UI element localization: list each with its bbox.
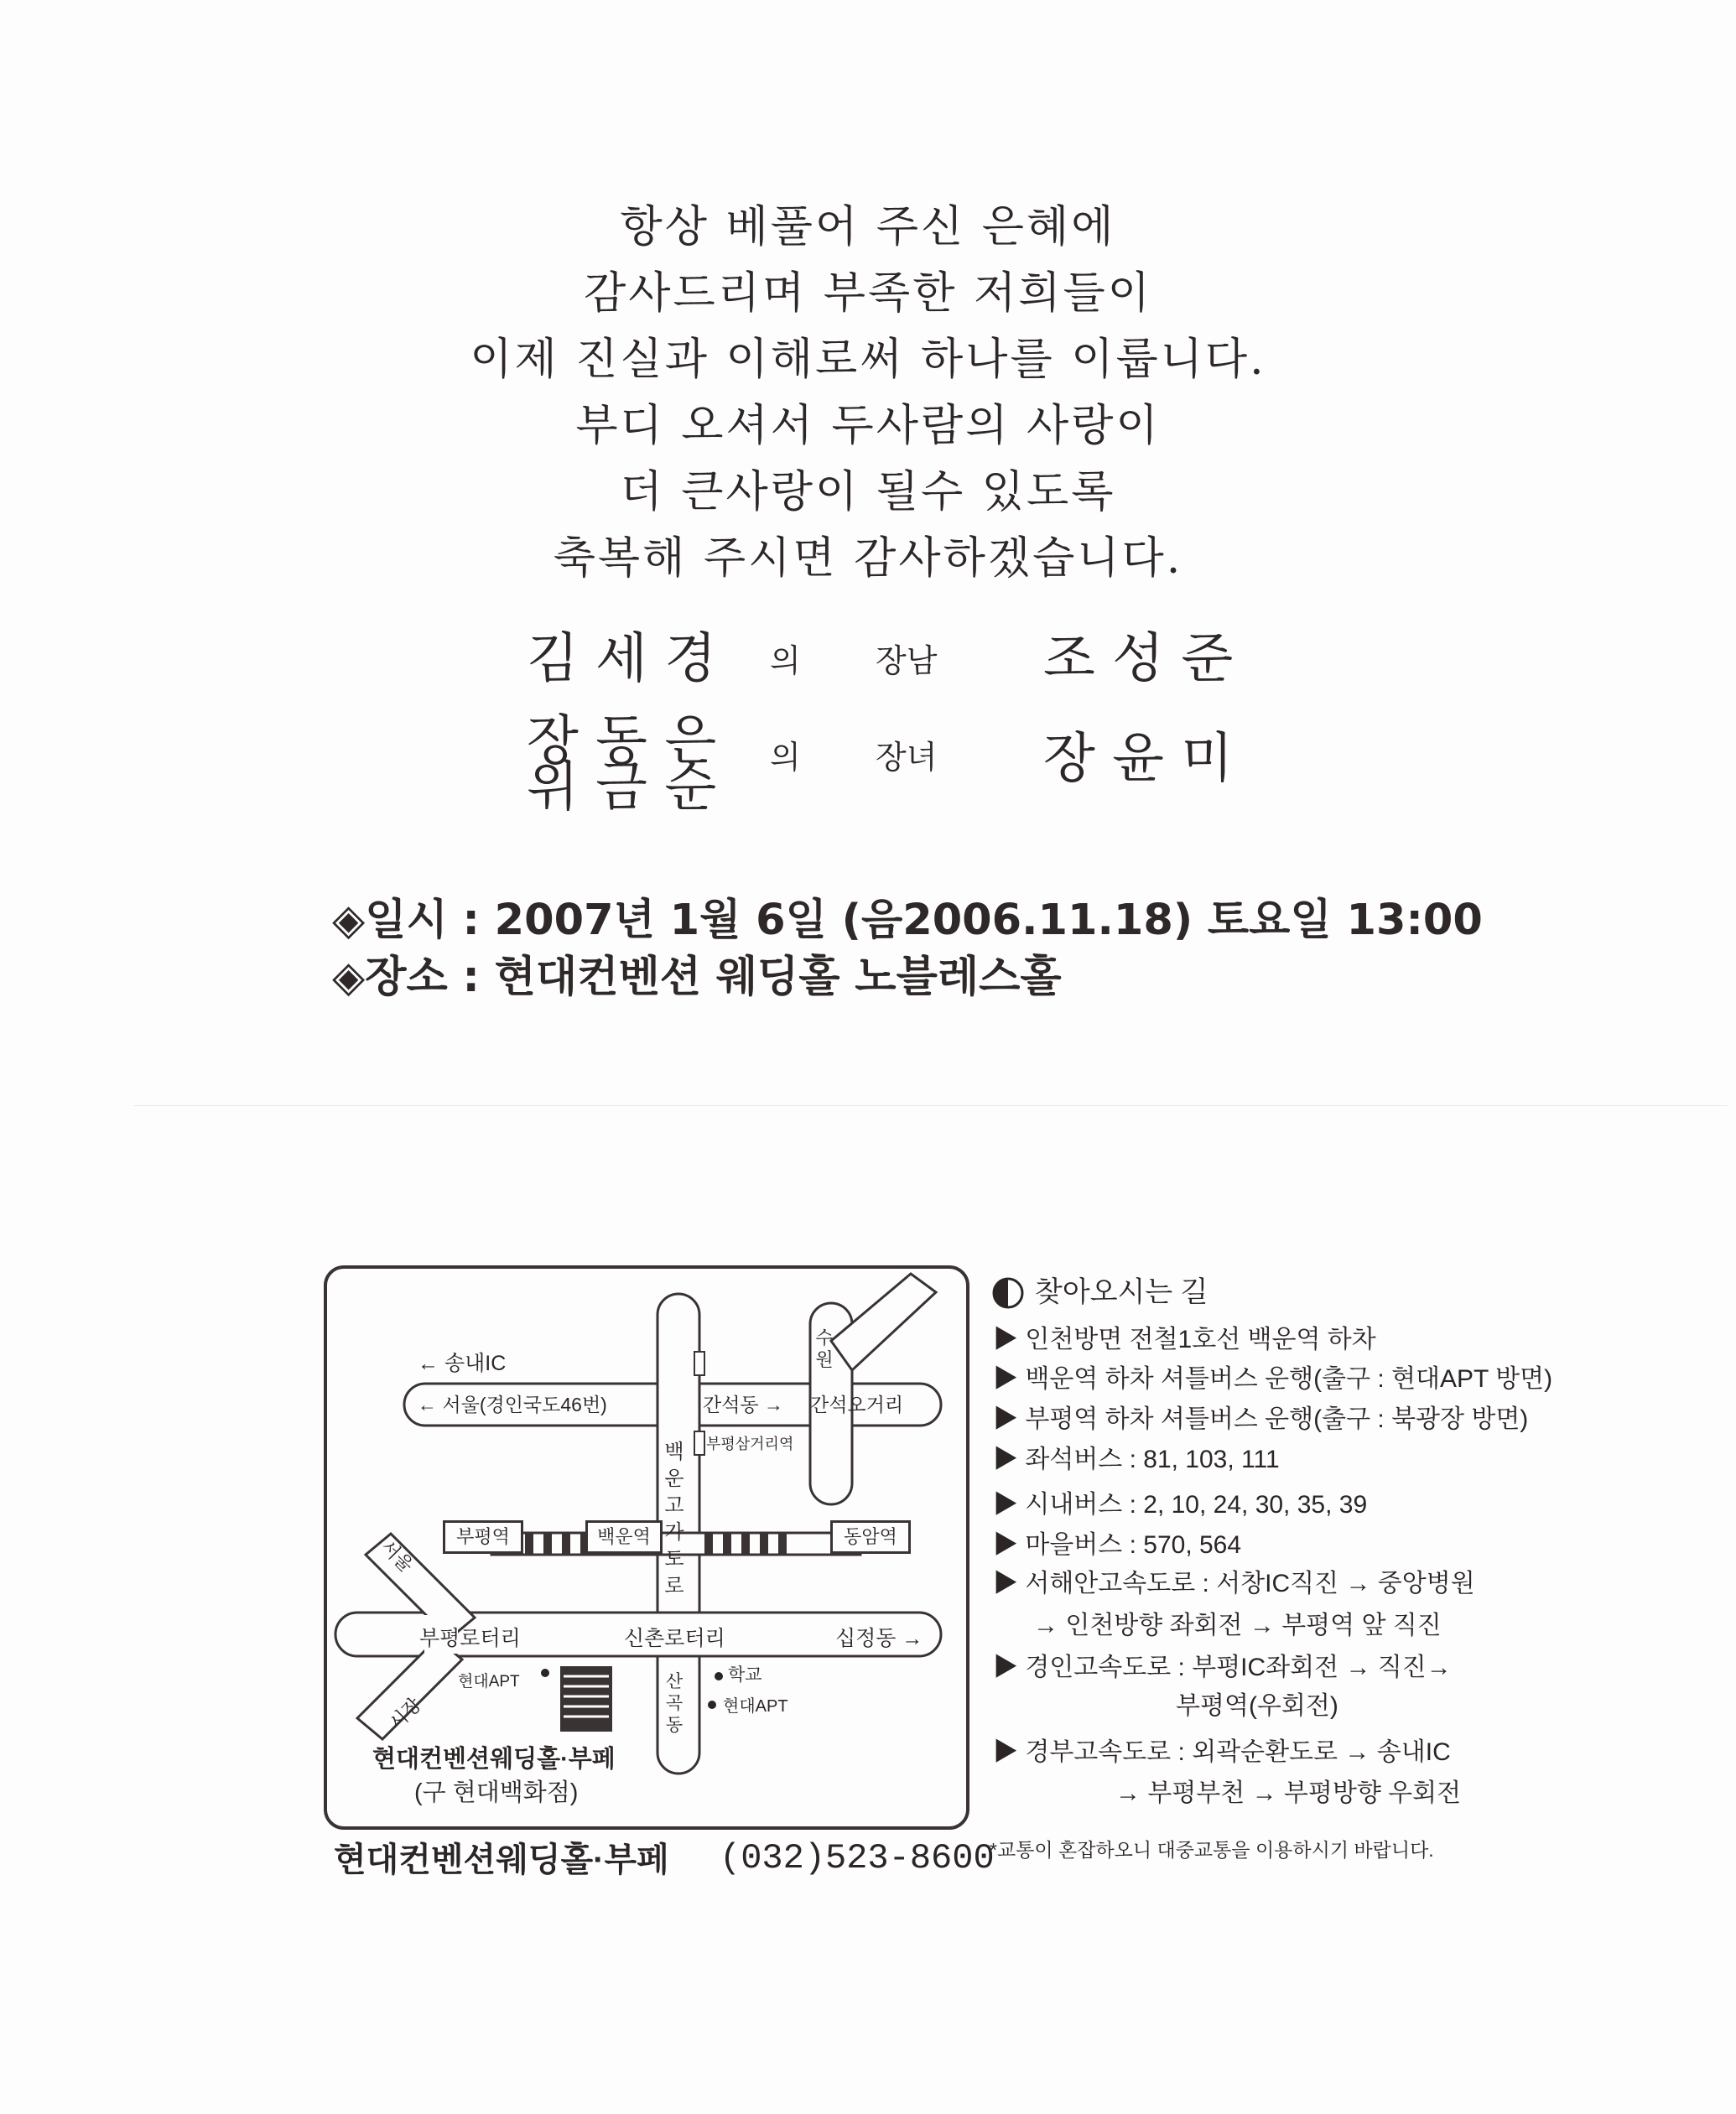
map-label-seoul-route: ← 서울(경인국도46번) xyxy=(418,1394,607,1415)
map-station-dongam: 동암역 xyxy=(830,1520,911,1554)
direction-item: ▶ 좌석버스 : 81, 103, 111 xyxy=(993,1446,1280,1473)
map-label-songnae-ic: ← 송내IC xyxy=(418,1352,507,1375)
map-label-venue: 현대컨벤션웨딩홀·부페 xyxy=(372,1746,616,1773)
fold-line xyxy=(134,1105,1728,1106)
footer-phone: (032)523-8600 xyxy=(720,1838,995,1878)
groom-father-name: 김 세 경 xyxy=(527,628,717,690)
groom-relation: 장남 xyxy=(876,642,938,679)
map-label-suwon: 수 원 xyxy=(815,1327,834,1370)
map-label-hyundai-apt-right: 현대APT xyxy=(723,1697,788,1716)
invitation-line: 이제 진실과 이해로써 하나를 이룹니다. xyxy=(470,335,1266,385)
groom-particle: 의 xyxy=(770,642,801,679)
bride-name: 장 윤 미 xyxy=(1043,728,1234,790)
direction-item: ▶ 부평역 하차 셔틀버스 운행(출구 : 북광장 방면) xyxy=(993,1405,1529,1433)
invitation-line: 항상 베풀어 주신 은혜에 xyxy=(620,202,1116,252)
bride-mother-name: 위 금 순 xyxy=(527,756,717,818)
bride-particle: 의 xyxy=(770,739,801,776)
direction-item: ▶ 마을버스 : 570, 564 xyxy=(993,1531,1242,1559)
footer-venue-name: 현대컨벤션웨딩홀·부페 xyxy=(334,1841,669,1878)
invitation-line: 축복해 주시면 감사하겠습니다. xyxy=(553,533,1183,584)
venue-building-icon xyxy=(560,1666,612,1732)
bride-father-name: 장 동 은 xyxy=(527,710,717,772)
map-label-sangok-dong: 산 곡 동 xyxy=(665,1672,683,1735)
map-marker-apt-right xyxy=(708,1701,716,1709)
map-label-ganseok-ogeori: 간석오거리 xyxy=(810,1394,904,1415)
map-label-sipjeong-dong: 십정동 → xyxy=(835,1627,923,1650)
invitation-line: 부디 오셔서 두사람의 사랑이 xyxy=(575,401,1161,451)
event-date: ◈일시 : 2007년 1월 6일 (음2006.11.18) 토요일 13:00 xyxy=(332,896,1483,945)
invitation-message xyxy=(0,195,1736,592)
map-marker-school xyxy=(715,1672,723,1680)
direction-item: ▶ 시내버스 : 2, 10, 24, 30, 35, 39 xyxy=(993,1491,1368,1519)
direction-item: ▶ 경부고속도로 : 외곽순환도로 → 송내IC xyxy=(993,1738,1451,1766)
direction-item: ▶ 서해안고속도로 : 서창IC직진 → 중앙병원 xyxy=(993,1570,1475,1597)
map-station-baekun: 백운역 xyxy=(585,1520,663,1554)
direction-item: → 부평부천 → 부평방향 우회전 xyxy=(1115,1779,1462,1807)
map-marker-apt-left xyxy=(541,1669,549,1677)
event-place: ◈장소 : 현대컨벤션 웨딩홀 노블레스홀 xyxy=(332,953,1062,1002)
map-label-sijang: 시장 xyxy=(385,1693,425,1734)
half-circle-icon xyxy=(991,1276,1025,1310)
map-label-hyundai-apt-left: 현대APT xyxy=(458,1673,520,1691)
map-label-school: 학교 xyxy=(728,1665,762,1685)
map-label-baekun-overpass: 백 운 고 가 도 로 xyxy=(664,1441,684,1597)
direction-item: ▶ 인천방면 전철1호선 백운역 하차 xyxy=(993,1326,1376,1353)
map-label-ganseok-dong: 간석동 → xyxy=(703,1394,784,1415)
direction-item: ▶ 경인고속도로 : 부평IC좌회전 → 직진→ xyxy=(993,1654,1452,1681)
map-station-bupyeong: 부평역 xyxy=(443,1520,523,1554)
map-label-sinchon-rotary: 신촌로터리 xyxy=(624,1627,725,1650)
map-label-seoul: 서울 xyxy=(377,1535,418,1576)
directions-title: 찾아오시는 길 xyxy=(1035,1276,1208,1308)
map-label-bupyeong-rotary: 부평로터리 xyxy=(419,1627,521,1650)
direction-item: → 인천방향 좌회전 → 부평역 앞 직진 xyxy=(1033,1612,1442,1639)
map-label-venue-former: (구 현대백화점) xyxy=(414,1779,579,1806)
invitation-line: 감사드리며 부족한 저희들이 xyxy=(584,268,1152,319)
direction-item: 부평역(우회전) xyxy=(1176,1692,1338,1720)
groom-name: 조 성 준 xyxy=(1043,628,1234,690)
map-label-bupyeong-samgeori: 부평삼거리역 xyxy=(706,1436,794,1452)
direction-item: ▶ 백운역 하차 셔틀버스 운행(출구 : 현대APT 방면) xyxy=(993,1365,1553,1393)
invitation-line: 더 큰사랑이 될수 있도록 xyxy=(620,467,1116,517)
bride-relation: 장녀 xyxy=(876,739,938,776)
traffic-note: *교통이 혼잡하오니 대중교통을 이용하시기 바랍니다. xyxy=(990,1839,1434,1861)
